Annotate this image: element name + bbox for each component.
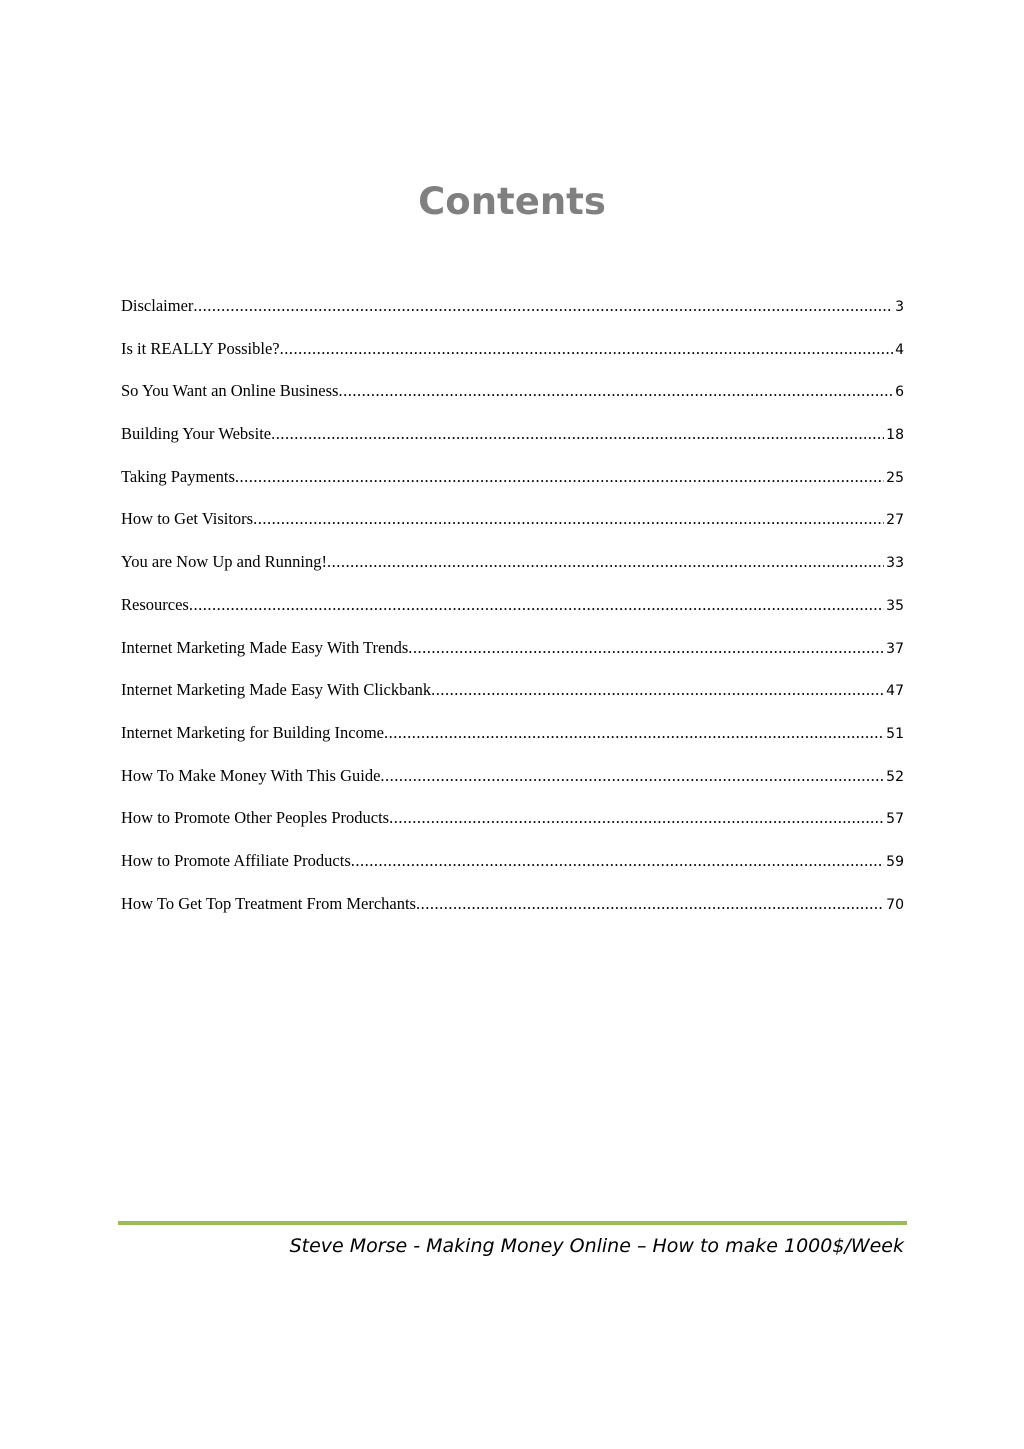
toc-entry-promote-affiliate-products[interactable] xyxy=(121,851,904,894)
dot-leader xyxy=(235,467,884,487)
toc-entry-top-treatment-merchants[interactable] xyxy=(121,894,904,937)
toc-entry-page-number: 33 xyxy=(886,555,904,572)
toc-entry-promote-other-products[interactable] xyxy=(121,808,904,851)
dot-leader xyxy=(408,638,884,658)
dot-leader xyxy=(416,894,884,914)
dot-leader xyxy=(280,339,893,359)
dot-leader xyxy=(253,509,884,529)
toc-entry-page-number: 3 xyxy=(895,299,904,315)
dot-leader xyxy=(193,296,893,316)
dot-leader xyxy=(189,595,884,615)
dot-leader xyxy=(327,552,884,572)
toc-entry-label: Taking Payments xyxy=(121,466,235,486)
toc-entry-page-number: 35 xyxy=(886,597,904,614)
toc-entry-label: Internet Marketing for Building Income xyxy=(121,722,385,742)
toc-entry-page-number: 70 xyxy=(886,896,904,913)
toc-entry-taking-payments[interactable] xyxy=(121,467,904,510)
toc-entry-label: You are Now Up and Running! xyxy=(121,552,327,572)
toc-entry-label: Resources xyxy=(121,594,189,614)
dot-leader xyxy=(338,381,893,401)
dot-leader xyxy=(431,680,884,700)
toc-entry-page-number: 52 xyxy=(886,768,904,785)
toc-entry-up-and-running[interactable] xyxy=(121,552,904,595)
toc-entry-label: Is it REALLY Possible? xyxy=(121,338,280,358)
toc-entry-page-number: 18 xyxy=(886,427,904,444)
toc-entry-disclaimer[interactable] xyxy=(121,296,904,339)
toc-entry-make-money-guide[interactable] xyxy=(121,766,904,809)
toc-entry-page-number: 6 xyxy=(895,384,904,401)
page-footer: Steve Morse - Making Money Online – How to make 1000$/Week xyxy=(289,1235,904,1257)
dot-leader xyxy=(380,766,884,786)
toc-entry-marketing-trends[interactable] xyxy=(121,638,904,681)
toc-entry-label: Internet Marketing Made Easy With Trends xyxy=(121,637,409,657)
toc-entry-label: So You Want an Online Business xyxy=(121,381,339,401)
toc-entry-page-number: 47 xyxy=(886,683,904,700)
toc-entry-marketing-clickbank[interactable] xyxy=(121,680,904,723)
dot-leader xyxy=(389,808,884,828)
toc-entry-label: How to Promote Affiliate Products xyxy=(121,850,351,870)
footer-divider xyxy=(118,1221,907,1225)
toc-entry-page-number: 4 xyxy=(895,341,904,358)
toc-entry-marketing-income[interactable] xyxy=(121,723,904,766)
toc-entry-page-number: 51 xyxy=(886,725,904,742)
toc-entry-building-website[interactable] xyxy=(121,424,904,467)
toc-entry-label: How To Get Top Treatment From Merchants xyxy=(121,893,416,913)
toc-entry-page-number: 25 xyxy=(886,469,904,486)
toc-entry-label: Building Your Website xyxy=(121,424,272,444)
toc-entry-resources[interactable] xyxy=(121,595,904,638)
dot-leader xyxy=(384,723,884,743)
dot-leader xyxy=(271,424,884,444)
toc-entry-label: Internet Marketing Made Easy With Clickbank xyxy=(121,680,432,700)
toc-entry-label: How to Get Visitors xyxy=(121,509,254,529)
toc-entry-page-number: 27 xyxy=(886,512,904,529)
toc-entry-label: How to Promote Other Peoples Products xyxy=(121,808,390,828)
page-title: Contents xyxy=(418,180,606,223)
toc-entry-page-number: 57 xyxy=(886,811,904,828)
dot-leader xyxy=(351,851,884,871)
toc-entry-label: Disclaimer xyxy=(121,296,194,315)
toc-entry-get-visitors[interactable] xyxy=(121,509,904,552)
toc-entry-online-business[interactable] xyxy=(121,381,904,424)
toc-entry-page-number: 37 xyxy=(886,640,904,657)
table-of-contents xyxy=(121,296,904,936)
toc-entry-page-number: 59 xyxy=(886,853,904,870)
toc-entry-is-it-really-possible[interactable] xyxy=(121,339,904,382)
toc-entry-label: How To Make Money With This Guide xyxy=(121,765,381,785)
